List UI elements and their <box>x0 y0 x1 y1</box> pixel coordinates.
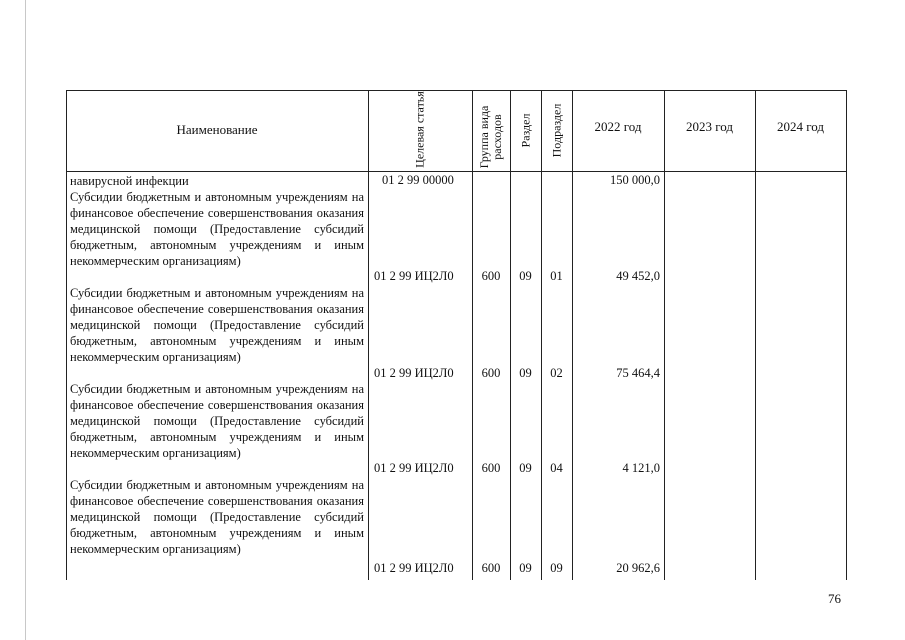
header-subsection: Подраздел <box>549 103 564 158</box>
col-border <box>66 90 67 580</box>
header-section: Раздел <box>518 113 533 148</box>
row-section: 09 <box>519 269 532 283</box>
row-group: 600 <box>481 561 501 575</box>
page-edge <box>25 0 26 640</box>
col-border <box>472 90 473 580</box>
row-group: 600 <box>481 366 501 380</box>
row-name: навирусной инфекции <box>70 174 189 188</box>
row-subsection: 01 <box>550 269 563 283</box>
col-border <box>572 90 573 580</box>
col-border <box>510 90 511 580</box>
row-subsection: 09 <box>550 561 563 575</box>
col-border <box>755 90 756 580</box>
header-2024: 2024 год <box>777 119 824 134</box>
row-section: 09 <box>519 366 532 380</box>
row-target: 01 2 99 ИЦ2Л0 <box>374 366 454 380</box>
row-group: 600 <box>481 269 501 283</box>
row-name: Субсидии бюджетным и автономным учреждениям на финансовое обеспечение совершенствования оказания медицинской помощи (Предоставление субсидий бюджетным, автономным учреждениям и иным некоммерческим организациям) <box>70 190 364 268</box>
col-border <box>541 90 542 580</box>
row-2022: 20 962,6 <box>616 561 660 575</box>
row-subsection: 04 <box>550 461 563 475</box>
table-top-border <box>66 90 847 91</box>
row-2022: 75 464,4 <box>616 366 660 380</box>
row-target: 01 2 99 ИЦ2Л0 <box>374 461 454 475</box>
row-name: Субсидии бюджетным и автономным учреждениям на финансовое обеспечение совершенствования оказания медицинской помощи (Предоставление субсидий бюджетным, автономным учреждениям и иным некоммерческим организациям) <box>70 478 364 556</box>
col-border <box>846 90 847 580</box>
row-2022: 4 121,0 <box>622 461 660 475</box>
header-2022: 2022 год <box>594 119 642 134</box>
row-group: 600 <box>481 461 501 475</box>
row-section: 09 <box>519 561 532 575</box>
col-border <box>664 90 665 580</box>
row-section: 09 <box>519 461 532 475</box>
row-2022: 49 452,0 <box>616 269 660 283</box>
header-2023: 2023 год <box>686 119 733 134</box>
row-target: 01 2 99 ИЦ2Л0 <box>374 269 454 283</box>
header-group: Группа вида расходов <box>477 105 504 169</box>
header-target: Целевая статья <box>412 91 427 168</box>
row-2022: 150 000,0 <box>610 173 660 187</box>
col-border <box>368 90 369 580</box>
row-target: 01 2 99 00000 <box>382 173 454 187</box>
row-target: 01 2 99 ИЦ2Л0 <box>374 561 454 575</box>
header-name: Наименование <box>176 122 258 137</box>
row-name: Субсидии бюджетным и автономным учреждениям на финансовое обеспечение совершенствования оказания медицинской помощи (Предоставление субсидий бюджетным, автономным учреждениям и иным некоммерческим организациям) <box>70 286 364 364</box>
row-name: Субсидии бюджетным и автономным учреждениям на финансовое обеспечение совершенствования оказания медицинской помощи (Предоставление субсидий бюджетным, автономным учреждениям и иным некоммерческим организациям) <box>70 382 364 460</box>
page-number: 76 <box>828 591 841 606</box>
row-subsection: 02 <box>550 366 563 380</box>
header-bottom-border <box>66 171 847 172</box>
